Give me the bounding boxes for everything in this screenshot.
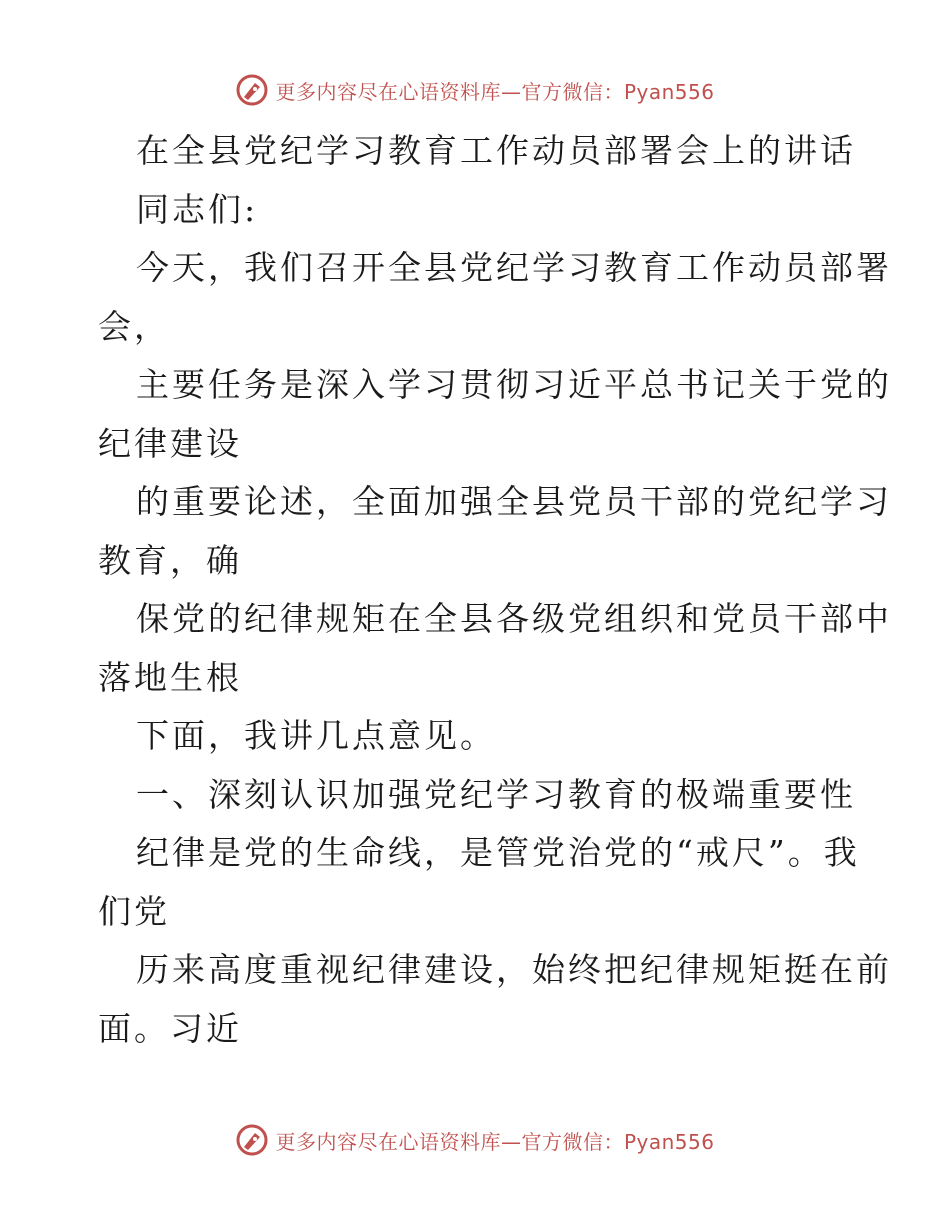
text-line: 保党的纪律规矩在全县各级党组织和党员干部中 <box>136 599 892 638</box>
text-line: 的重要论述，全面加强全县党员干部的党纪学习 <box>136 482 892 521</box>
text-line: 们党 <box>98 891 170 931</box>
text-line: 下面，我讲几点意见。 <box>136 716 496 755</box>
text-line: 今天，我们召开全县党纪学习教育工作动员部署 <box>136 248 892 287</box>
header-watermark <box>0 70 950 110</box>
text-line: 纪律建设 <box>98 423 242 463</box>
text-line: 面。习近 <box>98 1008 242 1048</box>
text-line: 纪律是党的生命线，是管党治党的“戒尺”。我 <box>136 833 860 872</box>
text-line: 会， <box>98 306 170 346</box>
watermark-text: 更多内容尽在心语资料库—官方微信：Pyan556 <box>275 79 715 104</box>
text-line: 同志们: <box>136 189 259 229</box>
text-line: 历来高度重视纪律建设，始终把纪律规矩挺在前 <box>136 950 892 989</box>
pen-nib-circle-icon <box>235 1123 269 1157</box>
text-line: 落地生根 <box>98 657 242 697</box>
text-line: 教育，确 <box>98 540 242 580</box>
document-body <box>98 122 892 1058</box>
footer-watermark <box>0 1120 950 1160</box>
text-line: 主要任务是深入学习贯彻习近平总书记关于党的 <box>136 365 892 404</box>
pen-nib-circle-icon <box>235 73 269 107</box>
text-line: 在全县党纪学习教育工作动员部署会上的讲话 <box>136 131 856 170</box>
text-line: 一、深刻认识加强党纪学习教育的极端重要性 <box>136 774 856 814</box>
watermark-text: 更多内容尽在心语资料库—官方微信：Pyan556 <box>275 1129 715 1154</box>
